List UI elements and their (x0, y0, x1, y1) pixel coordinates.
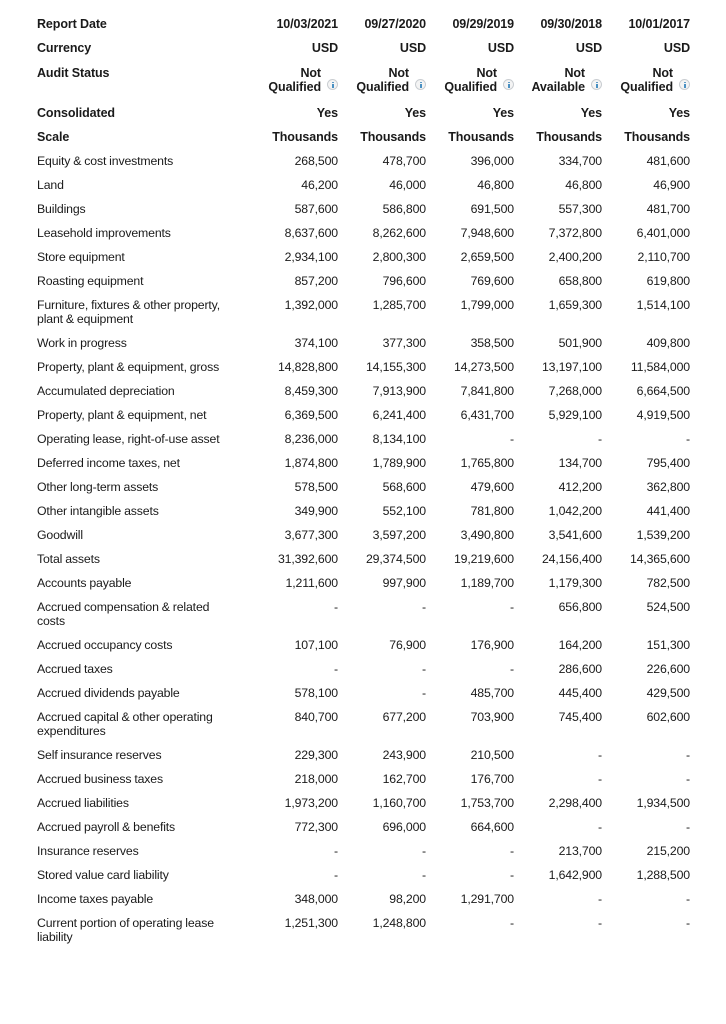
cell-empty: - (510, 662, 514, 676)
cell-value: 1,291,700 (460, 892, 514, 906)
cell-value: 215,200 (646, 844, 690, 858)
cell-value: 1,765,800 (460, 456, 514, 470)
cell-value: 772,300 (294, 820, 338, 834)
cell-value: 162,700 (382, 772, 426, 786)
row-label: Self insurance reserves (37, 748, 162, 762)
cell-value: 696,000 (382, 820, 426, 834)
table-row (37, 173, 690, 197)
cell-value: 396,000 (470, 154, 514, 168)
cell-value: 7,913,900 (372, 384, 426, 398)
cell-value: 6,369,500 (284, 408, 338, 422)
row-label: Accumulated depreciation (37, 384, 175, 398)
cell-value: 3,677,300 (284, 528, 338, 542)
table-row (37, 595, 690, 633)
cell-empty: - (686, 748, 690, 762)
cell-value: 2,659,500 (460, 250, 514, 264)
cell-value: 2,800,300 (372, 250, 426, 264)
table-row (37, 331, 690, 355)
row-label: Accrued capital & other operating expenditures (37, 710, 213, 738)
cell-value: 11,584,000 (630, 360, 690, 374)
cell-empty: - (686, 432, 690, 446)
audit-status-value (444, 66, 497, 94)
cell-empty: - (334, 868, 338, 882)
audit-status-line-2: Qualified (356, 80, 409, 94)
cell-value: 7,841,800 (460, 384, 514, 398)
header-cell: Thousands (624, 130, 690, 144)
cell-value: 445,400 (558, 686, 602, 700)
header-row-label: Consolidated (37, 106, 115, 120)
table-row (37, 379, 690, 403)
cell-value: 568,600 (382, 480, 426, 494)
row-label: Accounts payable (37, 576, 132, 590)
cell-value: 98,200 (389, 892, 426, 906)
cell-value: 374,100 (294, 336, 338, 350)
row-label: Operating lease, right-of-use asset (37, 432, 220, 446)
cell-value: 478,700 (382, 154, 426, 168)
table-header-row (37, 36, 690, 60)
cell-value: 8,134,100 (372, 432, 426, 446)
table-row (37, 887, 690, 911)
cell-value: 1,789,900 (372, 456, 426, 470)
cell-value: 586,800 (382, 202, 426, 216)
cell-empty: - (334, 662, 338, 676)
row-label: Accrued business taxes (37, 772, 163, 786)
cell-value: 151,300 (646, 638, 690, 652)
table-row (37, 705, 690, 743)
cell-value: 2,934,100 (284, 250, 338, 264)
cell-empty: - (422, 662, 426, 676)
cell-empty: - (598, 892, 602, 906)
header-cell (338, 60, 426, 101)
row-label: Insurance reserves (37, 844, 139, 858)
cell-value: 691,500 (470, 202, 514, 216)
cell-value: 1,392,000 (284, 298, 338, 312)
header-cell: Thousands (272, 130, 338, 144)
cell-empty: - (598, 916, 602, 930)
cell-value: 29,374,500 (365, 552, 426, 566)
header-cell: USD (311, 41, 338, 55)
audit-status-line-2: Qualified (444, 80, 497, 94)
cell-value: 602,600 (646, 710, 690, 724)
cell-value: 46,800 (565, 178, 602, 192)
cell-value: 14,273,500 (453, 360, 514, 374)
cell-empty: - (422, 868, 426, 882)
cell-value: 552,100 (382, 504, 426, 518)
row-label: Work in progress (37, 336, 127, 350)
cell-value: 348,000 (294, 892, 338, 906)
cell-empty: - (686, 772, 690, 786)
cell-value: 358,500 (470, 336, 514, 350)
table-row (37, 403, 690, 427)
cell-value: 24,156,400 (541, 552, 602, 566)
cell-value: 3,541,600 (548, 528, 602, 542)
cell-value: 1,874,800 (284, 456, 338, 470)
cell-empty: - (510, 916, 514, 930)
row-label: Deferred income taxes, net (37, 456, 180, 470)
header-cell: Yes (668, 106, 690, 120)
row-label: Total assets (37, 552, 100, 566)
table-header-row (37, 101, 690, 125)
cell-value: 2,110,700 (637, 250, 690, 264)
cell-value: 46,200 (301, 178, 338, 192)
cell-value: 658,800 (558, 274, 602, 288)
table-row (37, 427, 690, 451)
cell-value: 441,400 (646, 504, 690, 518)
cell-value: 3,597,200 (372, 528, 426, 542)
info-icon[interactable] (327, 79, 338, 90)
cell-value: 7,268,000 (548, 384, 602, 398)
row-label: Goodwill (37, 528, 83, 542)
cell-value: 210,500 (470, 748, 514, 762)
cell-empty: - (510, 844, 514, 858)
cell-value: 1,753,700 (460, 796, 514, 810)
cell-value: 176,700 (470, 772, 514, 786)
table-row (37, 355, 690, 379)
cell-value: 409,800 (646, 336, 690, 350)
cell-value: 6,431,700 (460, 408, 514, 422)
header-cell: USD (399, 41, 426, 55)
table-row (37, 911, 690, 949)
cell-value: 479,600 (470, 480, 514, 494)
table-row (37, 245, 690, 269)
table-header-row (37, 60, 690, 101)
row-label: Accrued liabilities (37, 796, 129, 810)
row-label: Store equipment (37, 250, 125, 264)
row-label: Accrued occupancy costs (37, 638, 173, 652)
table-row (37, 547, 690, 571)
header-cell: Yes (404, 106, 426, 120)
cell-value: 1,288,500 (636, 868, 690, 882)
cell-value: 334,700 (558, 154, 602, 168)
cell-value: 8,262,600 (372, 226, 426, 240)
table-row (37, 475, 690, 499)
info-icon[interactable] (503, 79, 514, 90)
header-cell: Thousands (536, 130, 602, 144)
cell-value: 1,659,300 (548, 298, 602, 312)
audit-status-line-2: Available (531, 80, 585, 94)
table-row (37, 791, 690, 815)
header-cell: 10/03/2021 (276, 17, 338, 31)
row-label: Roasting equipment (37, 274, 144, 288)
audit-status-line-1: Not (652, 66, 673, 80)
table-row (37, 451, 690, 475)
cell-value: 164,200 (558, 638, 602, 652)
cell-value: 781,800 (470, 504, 514, 518)
row-label: Leasehold improvements (37, 226, 171, 240)
cell-value: 703,900 (470, 710, 514, 724)
table-row (37, 571, 690, 595)
table-row (37, 149, 690, 173)
cell-value: 769,600 (470, 274, 514, 288)
cell-value: 412,200 (558, 480, 602, 494)
cell-value: 840,700 (294, 710, 338, 724)
header-row-label: Report Date (37, 17, 107, 31)
cell-value: 745,400 (558, 710, 602, 724)
row-label: Other intangible assets (37, 504, 159, 518)
cell-value: 46,000 (389, 178, 426, 192)
table-row (37, 499, 690, 523)
cell-empty: - (510, 868, 514, 882)
cell-value: 619,800 (646, 274, 690, 288)
header-cell: Yes (316, 106, 338, 120)
cell-empty: - (598, 748, 602, 762)
cell-empty: - (422, 600, 426, 614)
cell-value: 14,155,300 (365, 360, 426, 374)
table-row (37, 633, 690, 657)
header-cell (250, 60, 338, 101)
cell-empty: - (686, 820, 690, 834)
audit-status-value (620, 66, 673, 94)
header-cell (602, 60, 690, 101)
audit-status-line-1: Not (388, 66, 409, 80)
cell-value: 587,600 (294, 202, 338, 216)
cell-value: 176,900 (470, 638, 514, 652)
table-row (37, 657, 690, 681)
table-row (37, 839, 690, 863)
cell-value: 997,900 (382, 576, 426, 590)
cell-empty: - (686, 892, 690, 906)
cell-empty: - (686, 916, 690, 930)
audit-status-line-2: Qualified (268, 80, 321, 94)
header-cell: 10/01/2017 (628, 17, 690, 31)
row-label: Buildings (37, 202, 86, 216)
cell-value: 578,500 (294, 480, 338, 494)
table-row (37, 815, 690, 839)
header-cell: USD (487, 41, 514, 55)
balance-sheet-table (37, 12, 690, 949)
cell-value: 1,160,700 (372, 796, 426, 810)
cell-value: 1,189,700 (460, 576, 514, 590)
cell-value: 8,236,000 (284, 432, 338, 446)
header-cell: Yes (492, 106, 514, 120)
info-icon[interactable] (415, 79, 426, 90)
cell-value: 6,241,400 (372, 408, 426, 422)
cell-value: 377,300 (382, 336, 426, 350)
cell-value: 2,400,200 (548, 250, 602, 264)
table-header-row (37, 125, 690, 149)
cell-empty: - (598, 432, 602, 446)
cell-value: 1,251,300 (284, 916, 338, 930)
audit-status-value (531, 66, 585, 94)
cell-value: 857,200 (294, 274, 338, 288)
audit-status-line-1: Not (476, 66, 497, 80)
cell-value: 1,539,200 (636, 528, 690, 542)
table-header-row (37, 12, 690, 36)
cell-value: 268,500 (294, 154, 338, 168)
cell-empty: - (510, 600, 514, 614)
cell-value: 349,900 (294, 504, 338, 518)
table-row (37, 523, 690, 547)
table-row (37, 743, 690, 767)
table-body (37, 12, 690, 949)
row-label: Income taxes payable (37, 892, 154, 906)
table-row (37, 221, 690, 245)
row-label: Equity & cost investments (37, 154, 174, 168)
cell-value: 6,664,500 (636, 384, 690, 398)
table-row (37, 681, 690, 705)
cell-value: 429,500 (646, 686, 690, 700)
header-cell (426, 60, 514, 101)
header-cell: Yes (580, 106, 602, 120)
cell-value: 1,042,200 (548, 504, 602, 518)
audit-status-line-1: Not (300, 66, 321, 80)
cell-value: 76,900 (389, 638, 426, 652)
cell-value: 8,637,600 (284, 226, 338, 240)
cell-value: 2,298,400 (548, 796, 602, 810)
cell-value: 1,934,500 (636, 796, 690, 810)
table-row (37, 863, 690, 887)
table-row (37, 197, 690, 221)
header-row-label: Currency (37, 41, 92, 55)
cell-value: 656,800 (558, 600, 602, 614)
cell-value: 286,600 (558, 662, 602, 676)
header-cell: USD (663, 41, 690, 55)
cell-value: 524,500 (646, 600, 690, 614)
audit-status-value (356, 66, 409, 94)
row-label: Accrued payroll & benefits (37, 820, 176, 834)
cell-value: 1,285,700 (372, 298, 426, 312)
row-label: Current portion of operating lease liability (37, 916, 214, 944)
cell-value: 7,948,600 (460, 226, 514, 240)
cell-value: 362,800 (646, 480, 690, 494)
audit-status-value (268, 66, 321, 94)
cell-empty: - (598, 772, 602, 786)
header-row-label: Scale (37, 130, 70, 144)
table-row (37, 767, 690, 791)
cell-empty: - (334, 844, 338, 858)
cell-value: 557,300 (558, 202, 602, 216)
cell-value: 46,900 (653, 178, 690, 192)
header-cell: 09/29/2019 (452, 17, 514, 31)
cell-value: 13,197,100 (541, 360, 602, 374)
header-cell: Thousands (360, 130, 426, 144)
cell-value: 782,500 (646, 576, 690, 590)
audit-status-line-2: Qualified (620, 80, 673, 94)
cell-value: 8,459,300 (284, 384, 338, 398)
cell-value: 481,700 (646, 202, 690, 216)
cell-value: 1,179,300 (548, 576, 602, 590)
row-label: Property, plant & equipment, gross (37, 360, 220, 374)
cell-value: 1,973,200 (284, 796, 338, 810)
cell-value: 795,400 (646, 456, 690, 470)
cell-value: 229,300 (294, 748, 338, 762)
cell-value: 1,642,900 (548, 868, 602, 882)
cell-empty: - (598, 820, 602, 834)
cell-value: 14,365,600 (629, 552, 690, 566)
cell-value: 213,700 (558, 844, 602, 858)
cell-value: 485,700 (470, 686, 514, 700)
cell-value: 3,490,800 (460, 528, 514, 542)
cell-value: 664,600 (470, 820, 514, 834)
header-cell: 09/27/2020 (364, 17, 426, 31)
row-label: Stored value card liability (37, 868, 169, 882)
cell-value: 5,929,100 (548, 408, 602, 422)
row-label: Property, plant & equipment, net (37, 408, 207, 422)
cell-empty: - (334, 600, 338, 614)
info-icon[interactable] (591, 79, 602, 90)
cell-value: 578,100 (294, 686, 338, 700)
cell-value: 14,828,800 (277, 360, 338, 374)
table-row (37, 293, 690, 331)
row-label: Accrued dividends payable (37, 686, 180, 700)
cell-empty: - (510, 432, 514, 446)
row-label: Accrued compensation & related costs (37, 600, 210, 628)
row-label: Furniture, fixtures & other property, plant & equipment (37, 298, 221, 326)
cell-value: 243,900 (382, 748, 426, 762)
cell-empty: - (422, 844, 426, 858)
cell-value: 481,600 (646, 154, 690, 168)
audit-status-line-1: Not (564, 66, 585, 80)
cell-value: 19,219,600 (453, 552, 514, 566)
cell-value: 677,200 (382, 710, 426, 724)
cell-value: 7,372,800 (548, 226, 602, 240)
cell-value: 1,799,000 (460, 298, 514, 312)
header-cell: Thousands (448, 130, 514, 144)
cell-value: 46,800 (477, 178, 514, 192)
cell-value: 796,600 (382, 274, 426, 288)
cell-value: 1,211,600 (285, 576, 338, 590)
header-cell: 09/30/2018 (540, 17, 602, 31)
cell-value: 1,514,100 (636, 298, 690, 312)
header-cell (514, 60, 602, 101)
row-label: Accrued taxes (37, 662, 113, 676)
row-label: Land (37, 178, 64, 192)
cell-empty: - (422, 686, 426, 700)
cell-value: 6,401,000 (636, 226, 690, 240)
cell-value: 1,248,800 (372, 916, 426, 930)
header-row-label: Audit Status (37, 66, 110, 80)
cell-value: 218,000 (294, 772, 338, 786)
row-label: Other long-term assets (37, 480, 159, 494)
cell-value: 4,919,500 (636, 408, 690, 422)
table-row (37, 269, 690, 293)
cell-value: 134,700 (558, 456, 602, 470)
cell-value: 107,100 (294, 638, 338, 652)
cell-value: 501,900 (558, 336, 602, 350)
cell-value: 226,600 (646, 662, 690, 676)
header-cell: USD (575, 41, 602, 55)
info-icon[interactable] (679, 79, 690, 90)
cell-value: 31,392,600 (277, 552, 338, 566)
